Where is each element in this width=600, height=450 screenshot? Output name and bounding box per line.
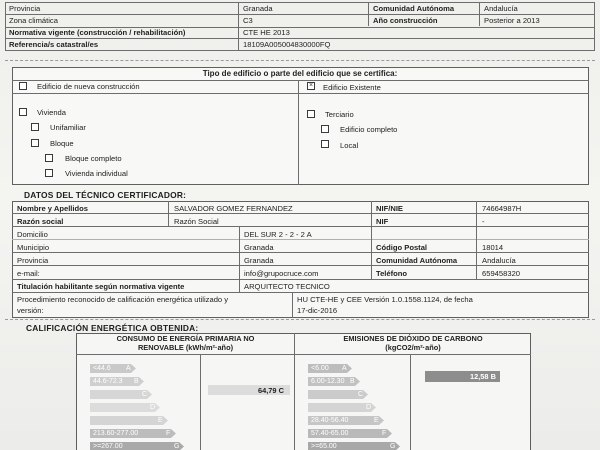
domicilio-value: DEL SUR 2 - 2 - 2 A (244, 230, 312, 239)
tech-provincia-value: Granada (244, 256, 274, 265)
tech-comunidad-value: Andalucía (482, 256, 516, 265)
normativa-value: CTE HE 2013 (243, 28, 290, 37)
emisiones-range-e: 28.40-56.40 (311, 417, 349, 424)
bloque-completo-label: Bloque completo (65, 154, 122, 163)
emisiones-letter-d: D (366, 404, 372, 411)
emisiones-value: 12,58 B (470, 372, 496, 381)
emisiones-letter-f: F (382, 430, 387, 437)
procedimiento-value-line2: 17-dic-2016 (297, 306, 338, 315)
provincia-value: Granada (243, 4, 273, 13)
rating-section-title: CALIFICACIÓN ENERGÉTICA OBTENIDA: (26, 323, 199, 333)
emisiones-range-g: >=65.00 (311, 443, 337, 450)
consumo-bar-e (90, 416, 168, 425)
consumo-letter: C (278, 386, 284, 395)
nif2-value: - (482, 217, 485, 226)
consumo-letter-c: C (142, 391, 148, 398)
procedimiento-label-line1: Procedimiento reconocido de calificación energética utilizado y (17, 295, 229, 304)
consumo-range-f: 213.60-277.00 (93, 430, 139, 437)
zona-climatica-label: Zona climática (9, 16, 58, 25)
existing-building-checkbox[interactable]: × (308, 82, 314, 89)
name-value: SALVADOR GOMEZ FERNANDEZ (174, 204, 293, 213)
new-construction-checkbox[interactable] (19, 82, 27, 90)
terciario-label: Terciario (325, 110, 354, 119)
consumo-title-line1: CONSUMO DE ENERGÍA PRIMARIA NO (116, 334, 255, 343)
codigo-postal-value: 18014 (482, 243, 504, 252)
local-label: Local (340, 141, 359, 150)
existing-building-label: Edificio Existente (323, 83, 381, 92)
consumo-value: 64,79 C (258, 386, 284, 395)
telefono-value: 659458320 (482, 269, 521, 278)
unifamiliar-label: Unifamiliar (50, 123, 86, 132)
consumo-range-b: 44.6-72.3 (93, 378, 123, 385)
edificio-completo-label: Edificio completo (340, 125, 398, 134)
tech-comunidad-label: Comunidad Autónoma (376, 256, 458, 265)
titulacion-value: ARQUITECTO TECNICO (244, 282, 330, 291)
consumo-letter-b: B (134, 378, 139, 385)
emisiones-letter-b: B (350, 378, 355, 385)
emisiones-range-f: 57.40-65.00 (311, 430, 349, 437)
vivienda-checkbox[interactable] (19, 108, 27, 116)
emisiones-range-a: <6.00 (311, 365, 329, 372)
procedimiento-label-line2: versión: (17, 306, 44, 315)
bloque-completo-checkbox[interactable] (45, 154, 53, 162)
consumo-letter-d: D (150, 404, 156, 411)
ano-construccion-value: Posterior a 2013 (484, 16, 540, 25)
email-label: e-mail: (17, 269, 40, 278)
section-divider (5, 60, 595, 61)
zona-climatica-value: C3 (243, 16, 253, 25)
titulacion-label: Titulación habilitante según normativa vigente (17, 282, 185, 291)
nif2-label: NIF (376, 217, 389, 226)
ano-construccion-label: Año construcción (373, 16, 438, 25)
razon-social-value: Razón Social (174, 217, 219, 226)
consumo-letter-g: G (174, 443, 180, 450)
vivienda-individual-label: Vivienda individual (65, 169, 128, 178)
consumo-letter-a: A (126, 365, 131, 372)
emisiones-letter-a: A (342, 365, 347, 372)
domicilio-label: Domicilio (17, 230, 48, 239)
vivienda-label: Vivienda (37, 108, 66, 117)
telefono-label: Teléfono (376, 269, 408, 278)
codigo-postal-label: Código Postal (376, 243, 428, 252)
technician-section-title: DATOS DEL TÉCNICO CERTIFICADOR: (24, 190, 187, 200)
terciario-checkbox[interactable] (307, 110, 315, 118)
unifamiliar-checkbox[interactable] (31, 123, 39, 131)
emisiones-letter-g: G (390, 443, 396, 450)
nif-label: NIF/NIE (376, 204, 404, 213)
normativa-label: Normativa vigente (construcción / rehabilitación) (9, 28, 186, 37)
emisiones-letter: B (490, 372, 496, 381)
emisiones-letter-e: E (374, 417, 379, 424)
name-label: Nombre y Apellidos (17, 204, 89, 213)
vivienda-individual-checkbox[interactable] (45, 169, 53, 177)
bloque-checkbox[interactable] (31, 139, 39, 147)
new-construction-label: Edificio de nueva construcción (37, 82, 140, 91)
consumo-range-g: >=267.00 (93, 443, 123, 450)
comunidad-autonoma-label: Comunidad Autónoma (373, 4, 455, 13)
consumo-range-a: <44.6 (93, 365, 111, 372)
consumo-letter-e: E (158, 417, 163, 424)
comunidad-autonoma-value: Andalucía (484, 4, 518, 13)
emisiones-letter-c: C (358, 391, 364, 398)
tech-provincia-label: Provincia (17, 256, 49, 265)
emisiones-range-b: 6.00-12.30 (311, 378, 345, 385)
edificio-completo-checkbox[interactable] (321, 125, 329, 133)
municipio-label: Municipio (17, 243, 50, 252)
consumo-title-line2: RENOVABLE (kWh/m²·año) (137, 343, 234, 352)
referencia-catastral-label: Referencia/s catastral/es (9, 40, 99, 49)
municipio-value: Granada (244, 243, 274, 252)
section-divider-2 (5, 319, 595, 320)
local-checkbox[interactable] (321, 140, 329, 148)
procedimiento-value-line1: HU CTE-HE y CEE Versión 1.0.1558.1124, de fecha (297, 295, 473, 304)
bloque-label: Bloque (50, 139, 74, 148)
email-value[interactable]: info@grupocruce.com (244, 269, 319, 278)
consumo-letter-f: F (166, 430, 171, 437)
razon-social-label: Razón social (17, 217, 64, 226)
referencia-catastral-value: 18109A005004830000FQ (243, 40, 331, 49)
provincia-label: Provincia (9, 4, 41, 13)
nif-value: 74664987H (482, 204, 522, 213)
building-type-header: Tipo de edificio o parte del edificio que se certifica: (202, 69, 398, 78)
emisiones-title-line2: (kgCO2/m²·año) (385, 343, 441, 352)
emisiones-title-line1: EMISIONES DE DIÓXIDO DE CARBONO (343, 334, 483, 343)
